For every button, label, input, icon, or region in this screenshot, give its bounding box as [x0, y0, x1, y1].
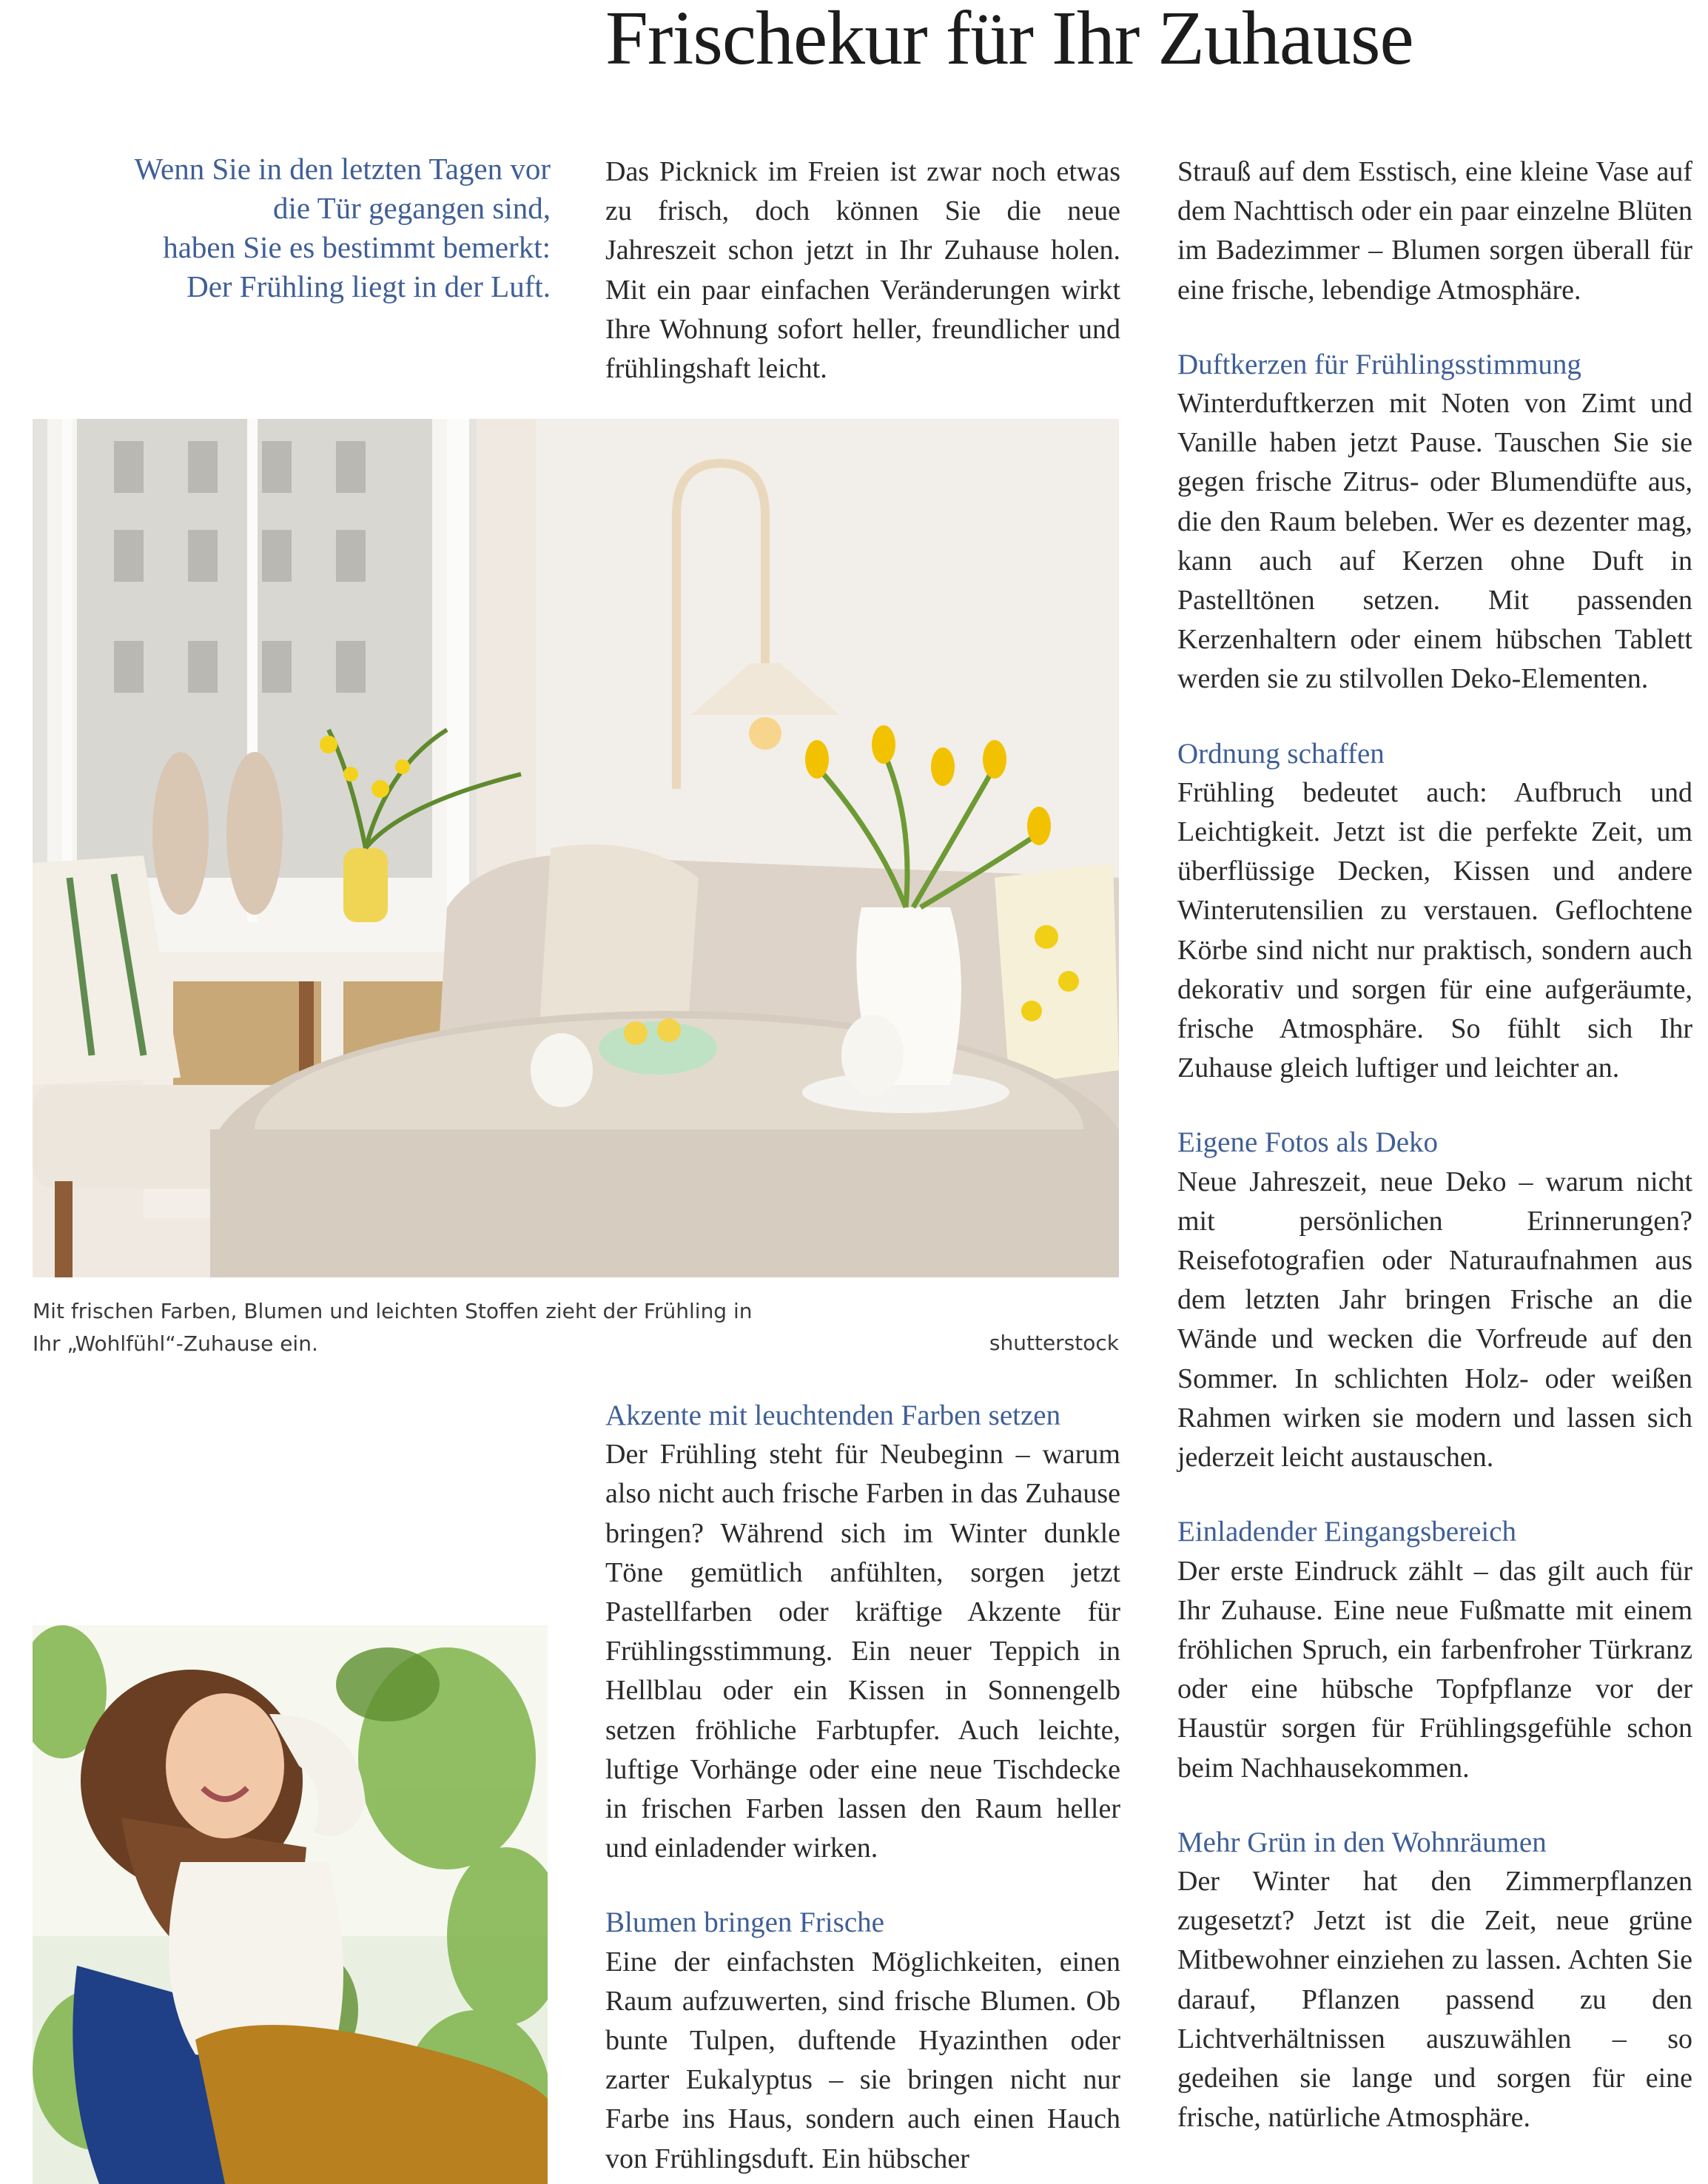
- section-heading-eingang: Einladender Eingangsbereich: [1177, 1516, 1517, 1548]
- section-text-blumen-continued: Strauß auf dem Esstisch, eine kleine Vase auf dem Nachttisch oder ein paar einzelne Blüten im Badezimmer – Blumen sorgen überall für eine frische, lebendige Atmosphäre.: [1177, 156, 1692, 306]
- section-text-ordnung: Frühling bedeutet auch: Aufbruch und Leichtigkeit. Jetzt ist die perfekte Zeit, um überflüssige Decken, Kissen und andere Winterutensilien zu verstauen. Geflochtene Körbe sind nicht nur praktisch, sondern auch dekorativ und sorgen für eine aufgeräumte, frische Atmosphäre. So fühlt sich Ihr Zuhause gleich luftiger und leichter an.: [1177, 776, 1692, 1084]
- intro-line: die Tür gegangen sind,: [273, 191, 551, 225]
- section-text-fotos: Neue Jahreszeit, neue Deko – warum nicht mit persönlichen Erinnerungen? Reisefotografien oder Naturaufnahmen aus dem letzten Jahr bringen Frische an die Wände und wecken die Vorfreude auf den Sommer. In schlichten Holz- oder weißen Rahmen wirken sie modern und lassen sich jederzeit leicht austauschen.: [1177, 1166, 1692, 1474]
- living-room-photo: [33, 419, 1119, 1277]
- middle-column: [605, 1396, 1120, 2179]
- section-text-gruen: Der Winter hat den Zimmerpflanzen zugesetzt? Jetzt ist die Zeit, neue grüne Mitbewohner einziehen zu lassen. Achten Sie darauf, Pflanzen passend zu den Lichtverhältnissen auszuwählen – so gedeihen sie lange und sorgen für eine frische, natürliche Atmosphäre.: [1177, 1865, 1692, 2134]
- section-text-akzente: Der Frühling steht für Neubeginn – warum also nicht auch frische Farben in das Zuhause bringen? Während sich im Winter dunkle Töne gemütlich anfühlten, sorgen jetzt Pastellfarben oder kräftige Akzente für Frühlingsstimmung. Ein neuer Teppich in Hellblau oder ein Kissen in Sonnengelb setzen fröhliche Farbtupfer. Auch leichte, luftige Vorhänge oder eine neue Tischdecke in frischen Farben lassen den Raum heller und einladender wirken.: [605, 1439, 1120, 1864]
- intro-line: Wenn Sie in den letzten Tagen vor: [134, 152, 551, 186]
- intro-line: Der Frühling liegt in der Luft.: [186, 269, 551, 303]
- section-heading-blumen: Blumen bringen Frische: [605, 1906, 884, 1939]
- right-column: [1177, 152, 1692, 2137]
- section-text-eingang: Der erste Eindruck zählt – das gilt auch für Ihr Zuhause. Eine neue Fußmatte mit einem fröhlichen Spruch, ein farbenfroher Türkranz oder eine hübsche Topfpflanze vor der Haustür sorgen für Frühlingsgefühle schon beim Nachhausekommen.: [1177, 1555, 1692, 1784]
- lead-paragraph: Das Picknick im Freien ist zwar noch etwas zu frisch, doch können Sie die neue Jahreszeit schon jetzt in Ihr Zuhause holen. Mit ein paar einfachen Veränderungen wirkt Ihre Wohnung sofort heller, freundlicher und frühlingshaft leicht.: [605, 156, 1120, 385]
- section-heading-gruen: Mehr Grün in den Wohnräumen: [1177, 1826, 1547, 1858]
- intro-text: [111, 149, 551, 306]
- intro-line: haben Sie es bestimmt bemerkt:: [163, 230, 551, 264]
- photo-credit: shutterstock: [989, 1331, 1119, 1355]
- lead-column: [605, 152, 1120, 389]
- page-title: Frischekur für Ihr Zuhause: [605, 0, 1413, 81]
- section-heading-ordnung: Ordnung schaffen: [1177, 737, 1385, 770]
- woman-photo: [33, 1625, 548, 2184]
- section-heading-akzente: Akzente mit leuchtenden Farben setzen: [605, 1400, 1061, 1431]
- living-room-illustration: [33, 419, 1119, 1277]
- section-text-blumen: Eine der einfachsten Möglichkeiten, einen Raum aufzuwerten, sind frische Blumen. Ob bunte Tulpen, duftende Hyazinthen oder zarter Eukalyptus – sie bringen nicht nur Farbe ins Haus, sondern auch einen Hauch von Frühlingsduft. Ein hübscher: [605, 1946, 1120, 2174]
- section-text-duftkerzen: Winterduftkerzen mit Noten von Zimt und Vanille haben jetzt Pause. Tauschen Sie sie gegen frische Zitrus- oder Blumendüfte aus, die den Raum beleben. Wer es dezenter mag, kann auch auf Kerzen ohne Duft in Pastelltönen setzen. Mit passenden Kerzenhaltern oder einem hübschen Tablett werden sie zu stilvollen Deko-Elementen.: [1177, 388, 1692, 695]
- section-heading-fotos: Eigene Fotos als Deko: [1177, 1126, 1439, 1159]
- photo-caption: Mit frischen Farben, Blumen und leichten Stoffen zieht der Frühling in Ihr „Wohlfühl“-Zuhause ein.: [33, 1299, 753, 1356]
- woman-relaxing-illustration: [33, 1625, 548, 2184]
- section-heading-duftkerzen: Duftkerzen für Frühlingsstimmung: [1177, 348, 1581, 380]
